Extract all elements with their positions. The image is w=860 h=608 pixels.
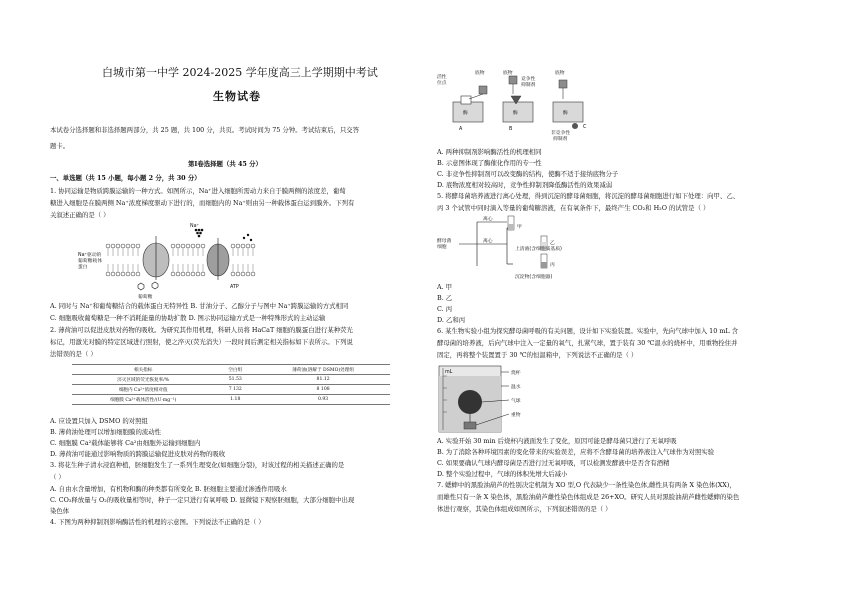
lipid-head xyxy=(201,272,205,276)
balloon-apparatus-figure xyxy=(437,364,547,434)
lipid-head xyxy=(111,244,115,248)
lipid-head xyxy=(196,244,200,248)
table-header-row xyxy=(72,365,390,375)
q6-stem-line-1: 6. 某生物实验小组为探究酵母菌呼吸的有关问题，设计如下实验装置。实验中，先向气球中加入 10 mL 含 xyxy=(437,327,739,335)
q3-stem-line-2: （ ） xyxy=(50,473,65,481)
lipid-head xyxy=(231,272,235,276)
yeast-label xyxy=(437,237,453,250)
q6-stem-line-2: 酵母菌的培养液，后向气球中注入一定量的氧气，扎紧气球，置于装有 30 ℃温水的烧杯中，用重物拴住并 xyxy=(437,339,738,347)
q2-stem-line-2: 标记，用激光对膜的特定区域进行照射，使之淬灭(荧光消失）一段时间后测定相关指标如下表所示。下列说 xyxy=(50,338,353,346)
part-title: 第Ⅰ卷选择题（共 45 分） xyxy=(188,160,262,168)
lipid-head xyxy=(176,244,180,248)
lipid-head xyxy=(121,272,125,276)
q2-stem-line-3: 法错误的是（ ） xyxy=(50,350,97,358)
carrier-label-line-2: 葡萄糖载体 xyxy=(78,259,102,264)
q4-option-d: D. 底物浓度相对较高时，竞争性抑制剂降低酶活性的效果减弱 xyxy=(437,181,613,189)
lipid-head xyxy=(236,272,240,276)
q5-option-a: A. 甲 xyxy=(437,283,453,291)
substrate-label-b: 底物 xyxy=(503,71,513,76)
centrifuge-label-1: 离心 xyxy=(483,217,493,222)
substrate-label-a: 底物 xyxy=(475,71,485,76)
beaker-label: 烧杯 xyxy=(511,371,521,376)
lipid-head xyxy=(126,272,130,276)
water-label: 温水 xyxy=(511,385,521,390)
noncompetitive-label-line-2: 抑制剂 xyxy=(553,137,568,142)
competitive-label xyxy=(521,75,537,88)
q1-stem-line-3: 关叙述正确的是（ ） xyxy=(50,211,110,219)
ml-label: mL xyxy=(445,370,453,375)
table-cell: 8 108 xyxy=(256,385,390,395)
q2-data-table xyxy=(72,364,390,405)
panel-b-label: B xyxy=(509,127,513,132)
q2-option-c: C. 细胞膜 Ca²载体能够将 Ca²由细胞外运输到细胞内 xyxy=(50,439,201,447)
lipid-head xyxy=(241,272,245,276)
q1-option-cd: C. 细胞吸收葡萄糖是一种不消耗能量的协助扩散 D. 图示协同运输方式是一种特殊形式的主动运输 xyxy=(50,314,326,322)
supernatant-label: 上清液(含细胞质基质) xyxy=(515,247,562,252)
lipid-head xyxy=(251,272,255,276)
table-header-cell: 薄荷油(溶解于 DSMO)处理组 xyxy=(256,365,390,375)
q3-option-d-cont: 染色体 xyxy=(50,507,70,515)
q7-stem-line-1: 7. 蟋蟀中的黑脸油葫芦的性别决定机制为 XO 型,O 代表缺少一条性染色体,雌性具有两条 X 染色体(XX)， xyxy=(437,481,736,489)
active-site-label-line-2: 位点 xyxy=(437,81,447,86)
q3-stem-line-1: 3. 将花生种子清水浸泡种植，胚细胞发生了一系列生理变化(如细胞分裂)，对该过程的相关描述正确的是 xyxy=(50,461,345,469)
centrifuge-figure xyxy=(437,214,597,282)
glucose-label: 葡萄糖 xyxy=(138,295,153,300)
q6-option-b: B. 为了消除各种环境因素的变化带来的实验误差，应将不含酵母菌的培养液注入气球作为对照实验 xyxy=(437,448,715,456)
q1-stem-line-2: 糖进入细胞是在膜两侧 Na⁺浓度梯度驱动下进行的，而细胞内的 Na⁺则由另一种载体蛋白运到膜外。下列有 xyxy=(50,199,355,207)
exam-subtitle: 生物试卷 xyxy=(213,90,261,103)
carrier-label xyxy=(78,251,104,270)
lipid-head xyxy=(171,244,175,248)
lipid-head xyxy=(106,244,110,248)
q1-option-ab: A. 同时与 Na⁺和葡萄糖结合的载体蛋白无特异性 B. 甘油分子、乙醇分子与图中 Na⁺跨膜运输的方式相同 xyxy=(50,302,349,310)
lipid-head xyxy=(176,272,180,276)
centrifuge-label-2: 离心 xyxy=(483,239,493,244)
lipid-head xyxy=(186,272,190,276)
lipid-head xyxy=(186,244,190,248)
lipid-head xyxy=(136,272,140,276)
q6-option-c: C. 如果要确认气球内酵母菌是否进行过无氧呼吸，可以检测发酵液中是否含有酒精 xyxy=(437,459,670,467)
lipid-head xyxy=(111,272,115,276)
enzyme-label-a: 酶 xyxy=(463,111,468,116)
lipid-head xyxy=(181,244,185,248)
table-cell: 细胞膜 Ca²⁺载体活性/(U·mg⁻¹) xyxy=(72,395,214,405)
yeast-label-line-1: 酵母菌 xyxy=(437,239,452,244)
lipid-head xyxy=(246,272,250,276)
q2-option-d: D. 薄荷油可能通过影响物质的跨膜运输促进皮肤对药物的吸收 xyxy=(50,450,226,458)
q7-stem-line-3: 体进行观察，其染色体组成如图所示，下列叙述错误的是（ ） xyxy=(437,505,612,513)
q5-option-d: D. 乙和丙 xyxy=(437,316,466,324)
lipid-head xyxy=(136,244,140,248)
q2-stem-line-1: 2. 薄荷油可以促进皮肤对药物的吸收。为研究其作用机理，科研人员将 HaCaT 细胞的膜蛋白进行某种荧光 xyxy=(50,326,353,334)
active-site-label-line-1: 活性 xyxy=(437,75,447,80)
q6-option-d: D. 整个实验过程中，气球的体积先增大后减小 xyxy=(437,470,568,478)
q2-option-b: B. 薄荷油处理可以增加细胞膜的流动性 xyxy=(50,428,162,436)
lipid-head xyxy=(196,272,200,276)
balloon-label: 气球 xyxy=(511,399,521,404)
lipid-head xyxy=(171,272,175,276)
lipid-head xyxy=(231,244,235,248)
noncompetitive-label-line-1: 非竞争性 xyxy=(551,131,571,136)
table-header-cell: 相关指标 xyxy=(72,365,214,375)
notice-line-1: 本试卷分选择题和非选择题两部分，共 25 题，共 100 分，共页。考试时间为 75 分钟。考试结束后，只交答 xyxy=(50,126,360,134)
q4-stem: 4. 下图为两种抑制剂影响酶活性的机理的示意图。下列说法不正确的是（ ） xyxy=(50,518,265,526)
table-cell: 淬灭区域的荧光恢复率/% xyxy=(72,375,214,385)
lipid-head xyxy=(181,272,185,276)
na-top-label: Na⁺ xyxy=(190,224,200,229)
q3-option-ab: A. 自由水含量增加，有机物和酶的种类都有所变化 B. 胚细胞主要通过渗透作用吸水 xyxy=(50,485,287,493)
lipid-head xyxy=(236,244,240,248)
table-cell: 1.18 xyxy=(214,395,256,405)
enzyme-inhibitor-figure xyxy=(437,66,597,148)
lipid-head xyxy=(191,272,195,276)
q5-option-b: B. 乙 xyxy=(437,294,453,302)
enzyme-label-c: 酶 xyxy=(563,111,568,116)
enzyme-label-b: 酶 xyxy=(513,111,518,116)
table-cell: 81.12 xyxy=(256,375,390,385)
lipid-head xyxy=(201,244,205,248)
q6-option-a: A. 实验开始 30 min 后烧杯内液面发生了变化，原因可能是酵母菌只进行了无氧呼吸 xyxy=(437,437,677,445)
q1-stem-line-1: 1. 协同运输是物质跨膜运输的一种方式。如图所示，Na⁺进入细胞所需动力来自于膜两侧的浓度差，葡萄 xyxy=(50,187,346,195)
lipid-head xyxy=(246,244,250,248)
lipid-head xyxy=(126,244,130,248)
q2-option-a: A. 应设置只加入 DSMO 的对照组 xyxy=(50,417,148,425)
panel-c-label: C xyxy=(583,125,587,130)
lipid-head xyxy=(241,244,245,248)
lipid-head xyxy=(106,272,110,276)
table-cell: 51.53 xyxy=(214,375,256,385)
tube-jia-label: 甲 xyxy=(517,225,522,230)
tube-yi-label: 乙 xyxy=(550,241,555,246)
q6-stem-line-3: 固定，再将整个装置置于 30 ℃的恒温箱中，下列说法不正确的是（ ） xyxy=(437,351,638,359)
atp-label: ATP xyxy=(230,285,239,290)
noncompetitive-label xyxy=(551,129,572,142)
table-row xyxy=(72,385,390,395)
table-cell: 细胞内 Ca²⁺浓度相对值 xyxy=(72,385,214,395)
active-site-label xyxy=(437,73,448,86)
notice-line-2: 题卡。 xyxy=(50,142,70,150)
q7-stem-line-2: 而雄性只有一条 X 染色体，黑脸油葫芦雌性染色体组成是 26+XO。研究人员对黑脸油葫芦雌性蟋蟀的染色 xyxy=(437,493,740,501)
competitive-label-line-1: 竞争性 xyxy=(521,77,536,82)
q5-stem-line-2: 丙 3 个试管中同时滴入等量的葡萄糖溶液，在有氧条件下，最终产生 CO₂和 H₂O 的试管是（ ） xyxy=(437,204,710,212)
lipid-head xyxy=(131,272,135,276)
lipid-head xyxy=(121,244,125,248)
competitive-label-line-2: 抑制剂 xyxy=(521,83,536,88)
table-header-cell: 空白组 xyxy=(214,365,256,375)
q3-option-cd: C. CO₂释放量与 O₂的吸收量相等时，种子一定只进行有氧呼吸 D. 显微镜下观察胚细胞，大部分细胞中出现 xyxy=(50,496,355,504)
tube-bing-label: 丙 xyxy=(550,263,555,268)
q5-option-c: C. 丙 xyxy=(437,305,453,313)
q4-option-c: C. 非竞争性抑制剂可以改变酶的结构，使酶不适于接纳底物分子 xyxy=(437,170,619,178)
membrane-transport-figure xyxy=(78,222,268,300)
lipid-head xyxy=(251,244,255,248)
table-cell: 0.93 xyxy=(256,395,390,405)
pellet-label: 沉淀物(含细胞器) xyxy=(515,275,553,280)
q4-option-b: B. 示意图体现了酶催化作用的专一性 xyxy=(437,159,542,167)
yeast-label-line-2: 细胞 xyxy=(437,245,447,250)
lipid-head xyxy=(116,244,120,248)
table-row xyxy=(72,395,390,405)
carrier-label-line-3: 蛋白 xyxy=(78,265,88,270)
lipid-head xyxy=(116,272,120,276)
carrier-label-line-1: Na⁺驱动的 xyxy=(78,253,102,258)
q5-stem-line-1: 5. 将酵母菌培养液进行离心处理，得到沉淀的酵母菌细胞，将沉淀的酵母菌细胞进行如下处理：向甲、乙、 xyxy=(437,192,740,200)
q4-option-a: A. 两种抑制剂影响酶活性的机理相同 xyxy=(437,148,542,156)
lipid-head xyxy=(191,244,195,248)
panel-a-label: A xyxy=(459,127,463,132)
section-title: 一、单选题（共 15 小题，每小题 2 分，共 30 分） xyxy=(50,174,201,182)
lipid-head xyxy=(131,244,135,248)
weight-label: 重物 xyxy=(511,413,521,418)
table-row xyxy=(72,375,390,385)
exam-title: 白城市第一中学 2024-2025 学年度高三上学期期中考试 xyxy=(102,66,378,79)
substrate-label-c: 底物 xyxy=(555,71,565,76)
table-cell: 7 132 xyxy=(214,385,256,395)
